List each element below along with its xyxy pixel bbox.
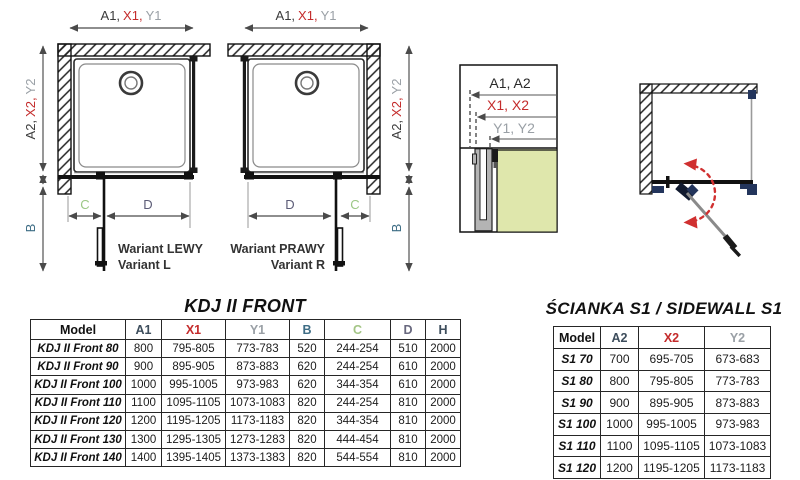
door-handle (95, 179, 107, 271)
value-cell: 444-454 (325, 430, 391, 448)
value-cell: 995-1005 (162, 376, 226, 394)
detail-label-y1y2: Y1, Y2 (493, 120, 535, 136)
table-row (554, 435, 771, 457)
header-row (554, 327, 771, 349)
model-cell: S1 70 (554, 349, 601, 371)
table-row (31, 376, 461, 394)
drain-icon (120, 72, 142, 94)
value-cell: 1073-1083 (226, 394, 290, 412)
value-cell: 610 (391, 376, 426, 394)
value-cell: 810 (391, 430, 426, 448)
value-cell: 1173-1183 (226, 412, 290, 430)
detail-label-a1a2: A1, A2 (489, 75, 531, 91)
left-wall (58, 44, 71, 194)
model-cell: KDJ II Front 140 (31, 449, 126, 467)
model-cell: KDJ II Front 130 (31, 430, 126, 448)
front-frame (58, 172, 194, 180)
value-cell: 810 (391, 394, 426, 412)
left-wall (640, 84, 652, 194)
value-cell: 900 (601, 392, 639, 414)
column-header: Model (31, 320, 126, 340)
value-cell: 673-683 (705, 349, 771, 371)
column-header: A1 (126, 320, 162, 340)
value-cell: 244-254 (325, 340, 391, 358)
model-cell: KDJ II Front 120 (31, 412, 126, 430)
right-bracket (740, 184, 757, 195)
value-cell: 810 (391, 449, 426, 467)
header-row (31, 320, 461, 340)
value-cell: 2000 (426, 376, 461, 394)
value-cell: 2000 (426, 394, 461, 412)
table-row (554, 392, 771, 414)
column-header: X2 (639, 327, 705, 349)
glass-panel-section (497, 149, 557, 232)
swing-arrow-down (684, 216, 698, 229)
value-cell: 544-554 (325, 449, 391, 467)
table-row (31, 412, 461, 430)
model-cell: S1 100 (554, 414, 601, 436)
value-cell: 700 (601, 349, 639, 371)
diagram-profile-detail (460, 65, 557, 232)
table-row (554, 414, 771, 436)
dim-label-a2x2y2: A2,X2,Y2 (23, 78, 38, 140)
value-cell: 1095-1105 (639, 435, 705, 457)
value-cell: 795-805 (162, 340, 226, 358)
value-cell: 1400 (126, 449, 162, 467)
value-cell: 873-883 (705, 392, 771, 414)
model-cell: KDJ II Front 80 (31, 340, 126, 358)
value-cell: 1395-1405 (162, 449, 226, 467)
front-frame (244, 172, 380, 180)
table-row (31, 449, 461, 467)
right-wall (367, 44, 380, 194)
column-header: A2 (601, 327, 639, 349)
value-cell: 800 (126, 340, 162, 358)
column-header: D (391, 320, 426, 340)
value-cell: 820 (290, 394, 325, 412)
value-cell: 820 (290, 430, 325, 448)
value-cell: 344-354 (325, 412, 391, 430)
diagram-variant-left (23, 8, 210, 272)
table-row (554, 349, 771, 371)
value-cell: 973-983 (226, 376, 290, 394)
value-cell: 510 (391, 340, 426, 358)
value-cell: 1100 (126, 394, 162, 412)
column-header: Y2 (705, 327, 771, 349)
hinge-post (666, 176, 670, 188)
value-cell: 800 (601, 370, 639, 392)
diagram-door-swing (640, 84, 757, 257)
top-wall (58, 44, 210, 56)
drain-icon (296, 72, 318, 94)
value-cell: 1095-1105 (162, 394, 226, 412)
door-handle (333, 179, 345, 271)
value-cell: 1173-1183 (705, 457, 771, 479)
value-cell: 1273-1283 (226, 430, 290, 448)
top-wall (228, 44, 380, 56)
value-cell: 820 (290, 449, 325, 467)
value-cell: 620 (290, 376, 325, 394)
value-cell: 1295-1305 (162, 430, 226, 448)
front-table-title: KDJ II FRONT (184, 296, 306, 316)
value-cell: 695-705 (639, 349, 705, 371)
value-cell: 900 (126, 358, 162, 376)
model-cell: S1 110 (554, 435, 601, 457)
variant-left-label-en: Variant L (118, 258, 171, 272)
value-cell: 2000 (426, 412, 461, 430)
dim-label-a1x1y1: A1, X1, Y1 (275, 8, 337, 23)
column-header: C (325, 320, 391, 340)
value-cell: 1300 (126, 430, 162, 448)
variant-left-label-pl: Wariant LEWY (118, 242, 203, 256)
value-cell: 1200 (126, 412, 162, 430)
value-cell: 895-905 (639, 392, 705, 414)
table-row (31, 340, 461, 358)
top-bracket (748, 90, 756, 99)
sidewall-table-title: ŚCIANKA S1 / SIDEWALL S1 (545, 299, 783, 318)
column-header: H (426, 320, 461, 340)
value-cell: 2000 (426, 340, 461, 358)
model-cell: S1 80 (554, 370, 601, 392)
value-cell: 1000 (126, 376, 162, 394)
value-cell: 1195-1205 (639, 457, 705, 479)
value-cell: 520 (290, 340, 325, 358)
dim-label-c: C (350, 197, 360, 212)
door-hinge (675, 182, 698, 200)
top-wall (640, 84, 757, 93)
column-header: X1 (162, 320, 226, 340)
table-row (31, 430, 461, 448)
value-cell: 773-783 (705, 370, 771, 392)
table-row (554, 457, 771, 479)
column-header: Model (554, 327, 601, 349)
value-cell: 773-783 (226, 340, 290, 358)
value-cell: 1100 (601, 435, 639, 457)
table-row (554, 370, 771, 392)
detail-label-x1x2: X1, X2 (486, 97, 530, 113)
value-cell: 2000 (426, 449, 461, 467)
table-row (31, 394, 461, 412)
dim-label-d: D (143, 197, 153, 212)
dim-label-a2x2y2: A2,X2,Y2 (389, 78, 404, 140)
dim-label-b: B (23, 223, 38, 233)
variant-right-label-en: Variant R (270, 258, 325, 272)
value-cell: 895-905 (162, 358, 226, 376)
column-header: Y1 (226, 320, 290, 340)
column-header: B (290, 320, 325, 340)
diagram-variant-right (228, 8, 409, 272)
value-cell: 795-805 (639, 370, 705, 392)
value-cell: 1195-1205 (162, 412, 226, 430)
table-row (31, 358, 461, 376)
value-cell: 1373-1383 (226, 449, 290, 467)
value-cell: 344-354 (325, 376, 391, 394)
dim-label-d: D (285, 197, 295, 212)
value-cell: 610 (391, 358, 426, 376)
dim-label-a1x1y1: A1, X1, Y1 (100, 8, 162, 23)
value-cell: 2000 (426, 430, 461, 448)
value-cell: 244-254 (325, 358, 391, 376)
value-cell: 820 (290, 412, 325, 430)
kdj-ii-front-table (30, 319, 461, 467)
value-cell: 2000 (426, 358, 461, 376)
left-bracket (652, 186, 664, 193)
model-cell: S1 90 (554, 392, 601, 414)
dim-label-b: B (389, 223, 404, 233)
value-cell: 973-983 (705, 414, 771, 436)
sidewall-s1-table (553, 326, 771, 479)
value-cell: 1000 (601, 414, 639, 436)
model-cell: S1 120 (554, 457, 601, 479)
variant-right-label-pl: Wariant PRAWY (230, 242, 325, 256)
value-cell: 620 (290, 358, 325, 376)
dim-label-c: C (80, 197, 90, 212)
model-cell: KDJ II Front 100 (31, 376, 126, 394)
value-cell: 810 (391, 412, 426, 430)
value-cell: 995-1005 (639, 414, 705, 436)
value-cell: 1200 (601, 457, 639, 479)
model-cell: KDJ II Front 110 (31, 394, 126, 412)
value-cell: 244-254 (325, 394, 391, 412)
model-cell: KDJ II Front 90 (31, 358, 126, 376)
swing-arrow-up (684, 159, 698, 171)
value-cell: 1073-1083 (705, 435, 771, 457)
value-cell: 873-883 (226, 358, 290, 376)
